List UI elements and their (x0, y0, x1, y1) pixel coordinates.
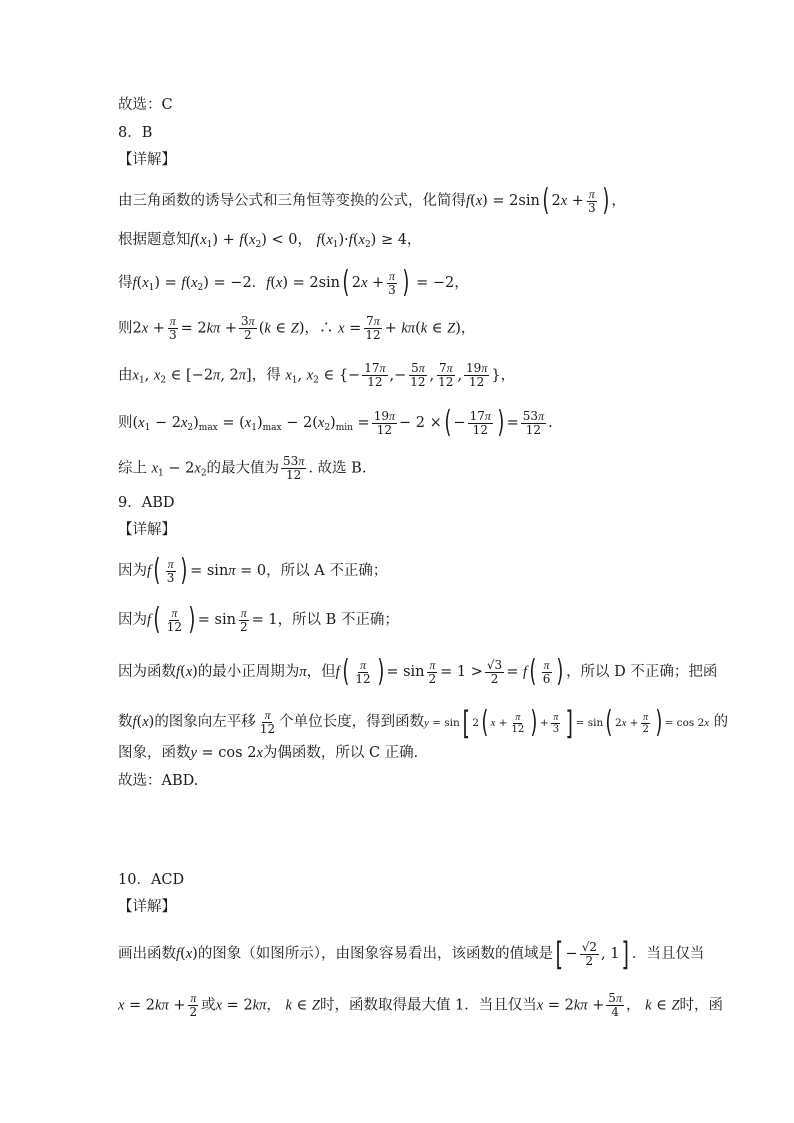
q8-line-5: 由$x_1$, $x_2$ ∈ [−2π, 2π]，得 $x_1$, $x_2$ ∈ {− $\frac{17\pi}{12}$ ,− $\frac{5\pi}{12}$ , $\frac{7\pi}{12}$ , $\frac{19\pi}{12}$ }， (118, 361, 516, 389)
q8-line-7: 综上 $x_1 - 2x_2$的最大值为 $\frac{53\pi}{12}$ . 故选 B. (118, 454, 367, 482)
q9-number: 9．ABD (118, 495, 175, 511)
q8-line-4: 则2x + $\frac{\pi}{3}$ = 2kπ + $\frac{3\pi}{2}$ (k ∈ Z)，∴ x = $\frac{7\pi}{12}$ + kπ(k ∈ Z)， (118, 314, 476, 342)
q8-number: 8．B (118, 125, 153, 141)
q10-detail-heading: 【详解】 (118, 899, 176, 915)
q8-detail-heading: 【详解】 (118, 152, 176, 168)
q10-line-2: x = 2kπ + $\frac{\pi}{2}$ 或x = 2kπ， k ∈ Z时，函数取得最大值 1．当且仅当x = 2kπ + $\frac{5\pi}{4}$ ， k ∈ Z时，函 (118, 991, 724, 1019)
q9-answer: 故选：ABD. (118, 773, 199, 789)
q9-line-3: 因为函数f(x)的最小正周期为π，但f( $\frac{\pi}{12}$ ) = sin $\frac{\pi}{2}$ = 1 > $\frac{√3}{2}$ = f( $\frac{\pi}{6}$ ) ，所以 D 不正确；把函 (118, 654, 718, 689)
q9-line-5: 图象，函数y = cos 2x为偶函数，所以 C 正确． (118, 745, 429, 761)
q10-line-1: 画出函数f(x)的图象（如图所示），由图象容易看出，该函数的值域是[ − $\frac{√2}{2}$ , 1] ．当且仅当 (118, 935, 705, 973)
q9-line-4: 数f(x)的图象向左平移 $\frac{\pi}{12}$ 个单位长度，得到函数y = sin[ 2( x + $\frac{\pi}{12}$ ) + $\frac{\pi}{3}$ ] = sin( 2x + $\frac{\pi}{2}$ ) = cos 2x 的 (118, 704, 729, 742)
q7-answer: 故选：C (118, 97, 173, 113)
q8-line-1: 由三角函数的诱导公式和三角恒等变换的公式，化简得f(x) = 2sin( 2x + $\frac{\pi}{3}$ ) ， (118, 183, 626, 218)
q8-line-6: 则$(x_1 - 2x_2)_{max} = (x_1)_{max} - 2(x_2)_{min}$ = $\frac{19\pi}{12}$ − 2 ×( − $\frac{17\pi}{12}$ ) = $\frac{53\pi}{12}$ . (118, 405, 553, 440)
q8-line-2: 根据题意知$f(x_1) + f(x_2) < 0$， $f(x_1)\cdot f(x_2) \ge 4$， (118, 232, 422, 250)
q9-detail-heading: 【详解】 (118, 522, 176, 538)
q8-line-3: 得$f(x_1) = f(x_2) = -2$．f(x) = 2sin( 2x + $\frac{\pi}{3}$ ) = −2， (118, 265, 469, 300)
q9-line-2: 因为f( $\frac{\pi}{12}$ ) = sin $\frac{\pi}{2}$ = 1，所以 B 不正确； (118, 602, 399, 637)
q10-number: 10．ACD (118, 872, 185, 888)
q9-line-1: 因为f( $\frac{\pi}{3}$ ) = sinπ = 0，所以 A 不正确； (118, 553, 388, 588)
